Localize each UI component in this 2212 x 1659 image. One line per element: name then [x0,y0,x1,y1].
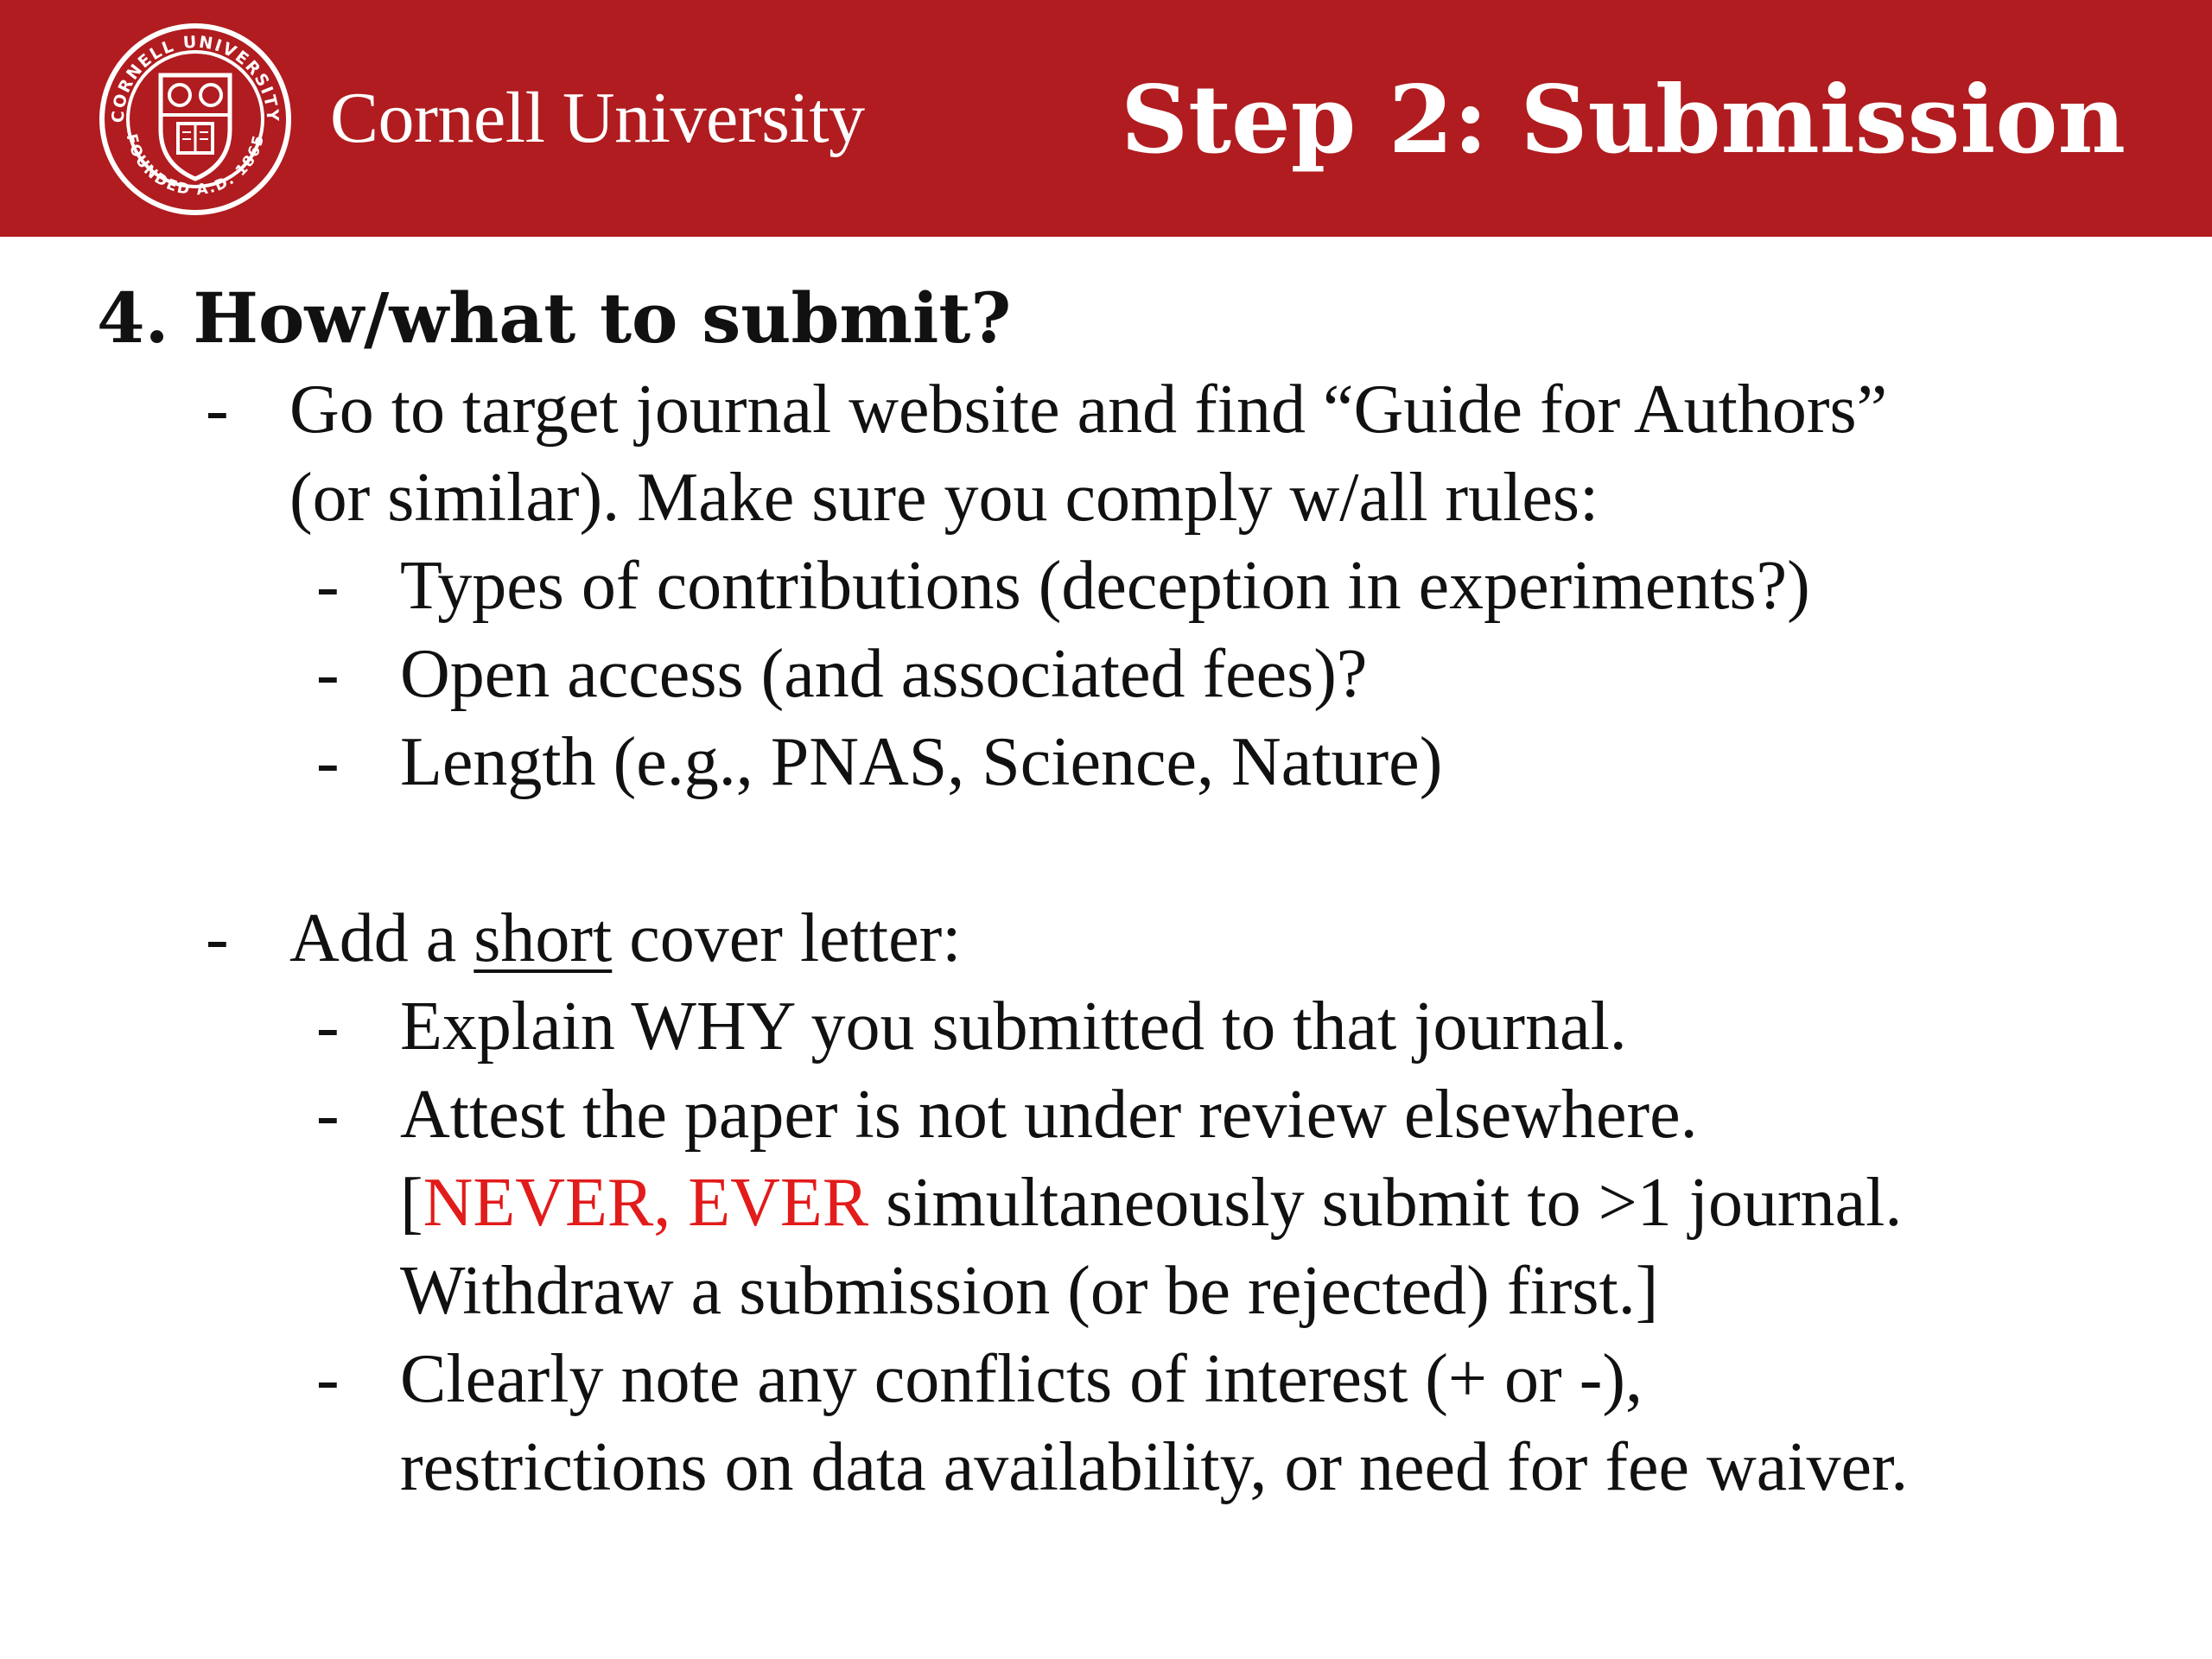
subbullet-contributions: Types of contributions (deception in experiments?) [400,548,1810,624]
slide-header [0,0,2212,237]
subbullet-attest-line1: Attest the paper is not under review elsewhere. [400,1077,1698,1153]
section-heading: 4. How/what to submit? [97,277,1012,359]
subbullet-dash: - [316,1341,340,1417]
subbullet-dash: - [316,724,340,800]
slide-title: Step 2: Submission [1121,66,2126,175]
subbullet-dash: - [316,548,340,624]
bullet1-line2: (or similar). Make sure you comply w/all rules: [289,460,1599,536]
bullet-dash: - [206,372,229,448]
subbullet-length: Length (e.g., PNAS, Science, Nature) [400,724,1443,800]
attest-line2-rest: simultaneously submit to >1 journal. [868,1165,1903,1241]
bullet2-prefix: Add a [289,900,474,976]
bullet2-underlined-word: short [474,900,613,976]
subbullet-open-access: Open access (and associated fees)? [400,636,1368,712]
svg-text:FOUNDED A.D. 1865: FOUNDED A.D. 1865 [122,132,269,200]
subbullet-attest-line3: Withdraw a submission (or be rejected) first.] [400,1253,1659,1329]
svg-text:CORNELL UNIVERSITY: CORNELL UNIVERSITY [108,32,283,124]
never-ever-emphasis: NEVER, EVER [423,1165,869,1241]
bullet2-line [289,900,962,976]
bullet-dash: - [206,900,229,976]
subbullet-dash: - [316,636,340,712]
subbullet-dash: - [316,1077,340,1153]
university-wordmark: Cornell University [330,78,865,158]
bracket-open: [ [400,1165,423,1241]
bullet2-suffix: cover letter: [612,900,962,976]
subbullet-conflicts-line1: Clearly note any conflicts of interest (+ or -), [400,1341,1643,1417]
subbullet-dash: - [316,988,340,1065]
bullet1-line1: Go to target journal website and find “Guide for Authors” [289,372,1888,448]
cornell-seal-icon [98,22,293,217]
subbullet-explain-why: Explain WHY you submitted to that journal. [400,988,1627,1065]
subbullet-attest-line2 [400,1165,1903,1241]
subbullet-conflicts-line2: restrictions on data availability, or need for fee waiver. [400,1429,1909,1505]
